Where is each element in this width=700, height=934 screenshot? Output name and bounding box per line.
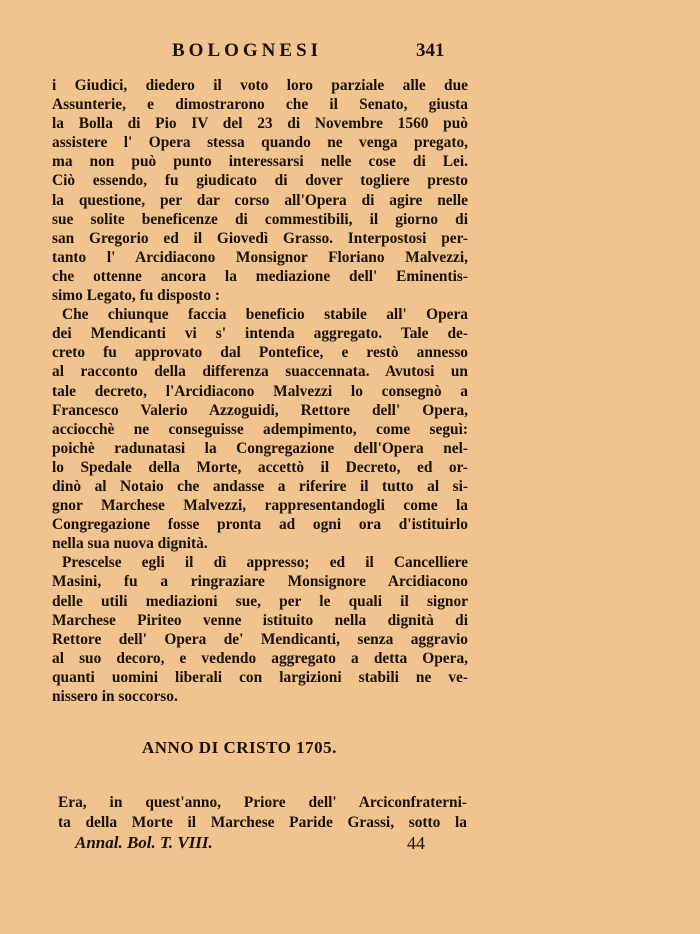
text-line: Marchese Piriteo venne istituito nella dignità di <box>52 611 468 629</box>
text-line: nissero in soccorso. <box>52 688 178 705</box>
text-line: i Giudici, diedero il voto loro parziale alle due <box>52 77 468 94</box>
text-line: nella sua nuova dignità. <box>52 535 208 553</box>
text-line: la questione, per dar corso all'Opera di agire nelle <box>52 191 468 209</box>
running-title: BOLOGNESI <box>172 40 323 61</box>
text-line: al suo decoro, e vedendo aggregato a detta Opera, <box>52 649 468 667</box>
text-line: Assunterie, e dimostrarono che il Senato, giusta <box>52 96 468 114</box>
text-line: creto fu approvato dal Pontefice, e restò annesso <box>52 344 468 362</box>
text-line: poichè radunatasi la Congregazione dell'Opera nel- <box>52 439 468 457</box>
text-line: dinò al Notaio che andasse a riferire il tutto al si- <box>52 477 468 495</box>
text-line: tanto l' Arcidiacono Monsignor Floriano Malvezzi, <box>52 248 468 266</box>
text-line: ma non può punto interessarsi nelle cose di Lei. <box>52 153 468 171</box>
text-line: Prescelse egli il dì appresso; ed il Cancelliere <box>62 554 468 572</box>
text-line: sue solite beneficenze di commestibili, il giorno di <box>52 210 468 228</box>
text-line: delle utili mediazioni sue, per le quali il signor <box>52 592 468 610</box>
text-line: Congregazione fosse pronta ad ogni ora d'istituirlo <box>52 516 468 534</box>
text-line: Che chiunque faccia beneficio stabile all' Opera <box>62 306 468 324</box>
text-line: quanti uomini liberali con largizioni stabili ne ve- <box>52 668 468 686</box>
text-line: al racconto della differenza suaccennata. Avutosi un <box>52 363 468 381</box>
text-line: acciocchè ne conseguisse adempimento, come seguì: <box>52 420 468 438</box>
text-line: ta della Morte il Marchese Paride Grassi, sotto la <box>58 813 467 831</box>
text-line: Era, in quest'anno, Priore dell' Arciconfraterni- <box>58 794 467 811</box>
text-line: che ottenne ancora la mediazione dell' Eminentis- <box>52 267 468 285</box>
text-line: tale decreto, l'Arcidiacono Malvezzi lo consegnò a <box>52 382 468 400</box>
text-line: assistere l' Opera stessa quando ne venga pregato, <box>52 134 468 152</box>
signature-number: 44 <box>407 833 425 853</box>
text-line: Masini, fu a ringraziare Monsignore Arcidiacono <box>52 573 468 591</box>
body-text <box>52 76 468 706</box>
text-line: simo Legato, fu disposto : <box>52 287 221 305</box>
text-line: lo Spedale della Morte, accettò il Decreto, ed or- <box>52 458 468 476</box>
text-line: Rettore dell' Opera de' Mendicanti, senza aggravio <box>52 630 468 648</box>
page-number: 341 <box>416 40 445 61</box>
section-heading: ANNO DI CRISTO 1705. <box>142 738 337 757</box>
text-line: gnor Marchese Malvezzi, rappresentandogli come la <box>52 497 468 515</box>
text-line: Francesco Valerio Azzoguidi, Rettore dell' Opera, <box>52 401 468 419</box>
text-line: san Gregorio ed il Giovedì Grasso. Interpostosi per- <box>52 229 468 247</box>
closing-text <box>58 793 467 832</box>
text-line: dei Mendicanti vi s' intenda aggregato. Tale de- <box>52 325 468 343</box>
text-line: la Bolla di Pio IV del 23 di Novembre 1560 può <box>52 115 468 133</box>
signature-mark: Annal. Bol. T. VIII. <box>75 833 213 852</box>
text-line: Ciò essendo, fu giudicato di dover togliere presto <box>52 172 468 190</box>
